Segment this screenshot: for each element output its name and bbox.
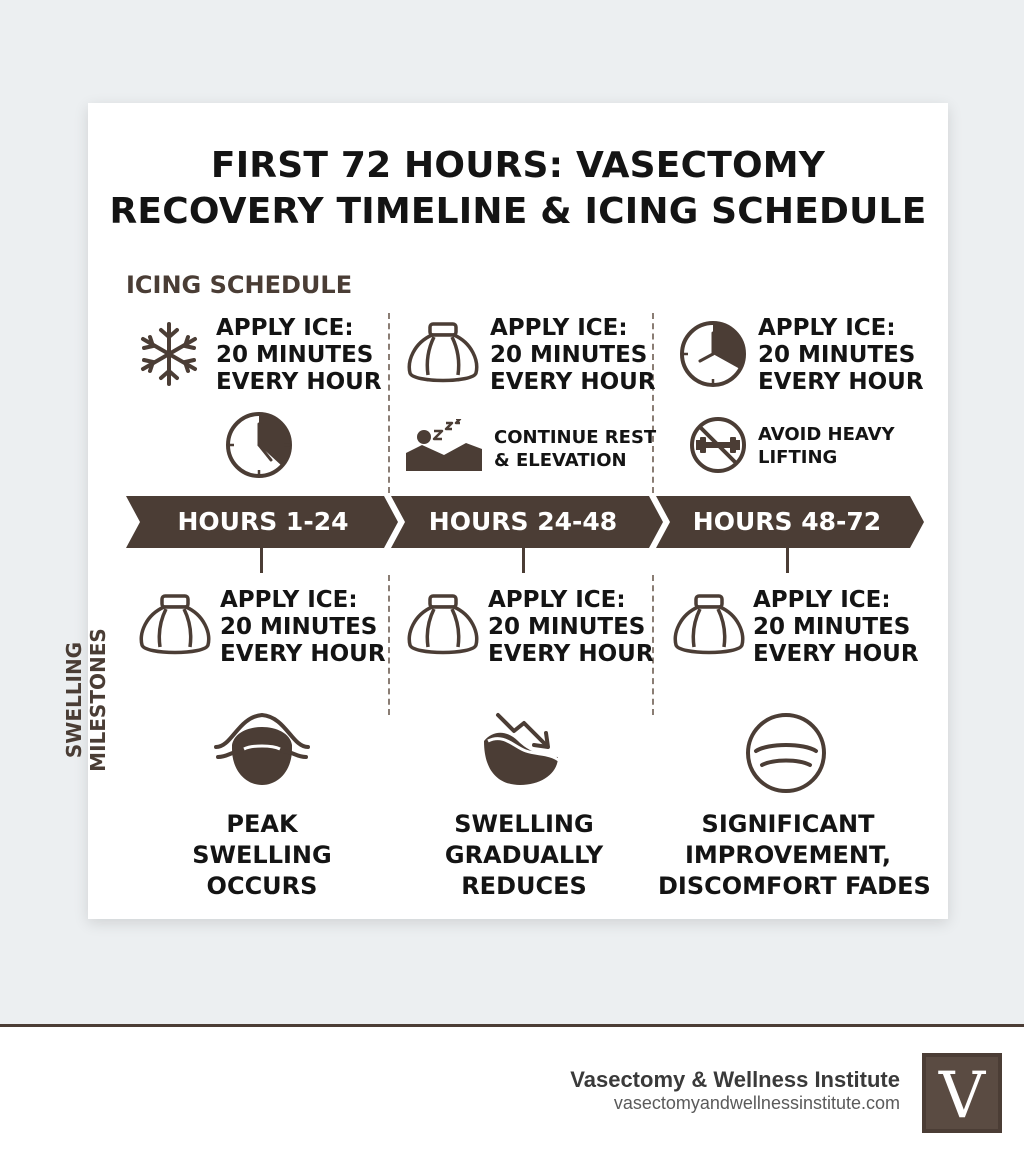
title-line-1: FIRST 72 HOURS: VASECTOMY [210, 145, 826, 186]
timeline-tick-1 [260, 547, 263, 573]
frequency-line: EVERY HOUR [753, 641, 919, 667]
milestone-line: DISCOMFORT FADES [658, 872, 931, 900]
milestone-line: IMPROVEMENT, [684, 841, 892, 869]
brand-logo[interactable] [922, 1053, 1002, 1133]
apply-ice-text-5 [488, 587, 654, 668]
timeline-tick-2 [522, 547, 525, 573]
milestone-line: OCCURS [206, 872, 318, 900]
resting-person-icon [404, 419, 484, 473]
swelling-milestones-label [62, 625, 110, 775]
apply-ice-line: APPLY ICE: [220, 587, 358, 613]
frequency-line: EVERY HOUR [220, 641, 386, 667]
timeline-label-3: HOURS 48-72 [692, 507, 882, 536]
frequency-line: EVERY HOUR [490, 369, 656, 395]
frequency-line: EVERY HOUR [488, 641, 654, 667]
icing-schedule-label: ICING SCHEDULE [126, 271, 353, 299]
milestone-text-3 [658, 809, 931, 902]
milestone-text-2 [394, 809, 654, 902]
footer [0, 1027, 1024, 1154]
timeline-tick-3 [786, 547, 789, 573]
elevation-line: & ELEVATION [494, 450, 627, 471]
timeline-label-2: HOURS 24-48 [428, 507, 618, 536]
infographic-card [62, 103, 948, 919]
improvement-icon [744, 711, 828, 795]
avoid-lifting-text [758, 423, 895, 469]
swelling-label-line-2: MILESTONES [86, 628, 110, 772]
apply-ice-line: APPLY ICE: [753, 587, 891, 613]
ice-bag-icon [136, 593, 214, 659]
continue-rest-text [494, 426, 656, 472]
snowflake-icon [136, 321, 202, 387]
frequency-line: EVERY HOUR [216, 369, 382, 395]
minutes-line: 20 MINUTES [216, 342, 374, 368]
column-divider-3 [388, 575, 390, 715]
lifting-line: LIFTING [758, 447, 838, 468]
minutes-line: 20 MINUTES [753, 614, 911, 640]
clock-icon [224, 410, 294, 480]
column-divider-1 [388, 313, 390, 493]
apply-ice-text-1 [216, 315, 382, 396]
apply-ice-line: APPLY ICE: [216, 315, 354, 341]
milestone-line: SIGNIFICANT [701, 810, 875, 838]
apply-ice-line: APPLY ICE: [490, 315, 628, 341]
apply-ice-text-4 [220, 587, 386, 668]
minutes-line: 20 MINUTES [488, 614, 646, 640]
apply-ice-line: APPLY ICE: [488, 587, 626, 613]
rest-line: CONTINUE REST [494, 427, 657, 448]
ice-bag-icon [404, 593, 482, 659]
milestone-line: SWELLING [454, 810, 594, 838]
minutes-line: 20 MINUTES [220, 614, 378, 640]
milestone-line: GRADUALLY [444, 841, 604, 869]
brand-name[interactable]: Vasectomy & Wellness Institute [570, 1067, 900, 1092]
minutes-line: 20 MINUTES [490, 342, 648, 368]
milestone-line: PEAK [226, 810, 298, 838]
clock-icon [678, 319, 748, 389]
apply-ice-text-6 [753, 587, 919, 668]
decreasing-swelling-icon [480, 711, 566, 787]
no-lifting-icon [688, 415, 748, 475]
swelling-label-line-1: SWELLING [62, 641, 86, 759]
brand-url[interactable]: vasectomyandwellnessinstitute.com [613, 1093, 900, 1113]
ice-bag-icon [670, 593, 748, 659]
apply-ice-text-2 [490, 315, 656, 396]
timeline-label-1: HOURS 1-24 [177, 507, 349, 536]
apply-ice-line: APPLY ICE: [758, 315, 896, 341]
milestone-text-1 [132, 809, 392, 902]
frequency-line: EVERY HOUR [758, 369, 924, 395]
peak-swelling-icon [214, 711, 310, 787]
milestone-line: REDUCES [461, 872, 587, 900]
avoid-line: AVOID HEAVY [758, 424, 895, 445]
apply-ice-text-3 [758, 315, 924, 396]
milestone-line: SWELLING [192, 841, 332, 869]
page-title [88, 143, 948, 235]
logo-letter: V [938, 1059, 986, 1133]
ice-bag-icon [404, 321, 482, 387]
title-line-2: RECOVERY TIMELINE & ICING SCHEDULE [109, 191, 927, 232]
minutes-line: 20 MINUTES [758, 342, 916, 368]
